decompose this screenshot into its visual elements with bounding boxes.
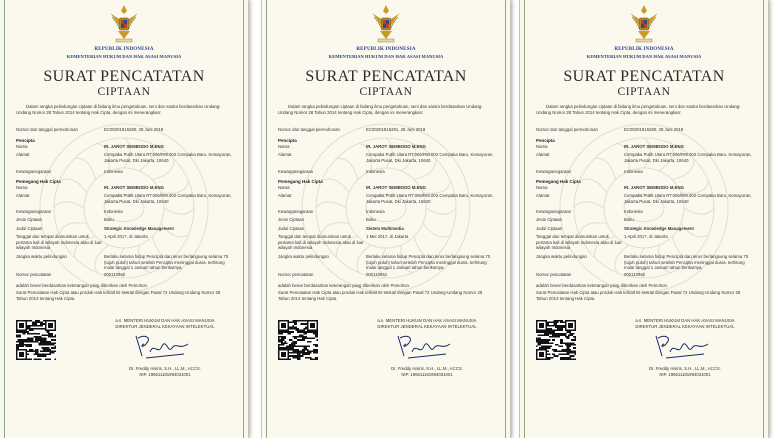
value-nomor-tanggal: EC00201816280, 28 Juni 2018 <box>104 127 164 132</box>
header-ministry: KEMENTERIAN HUKUM DAN HAK ASASI MANUSIA <box>586 54 702 59</box>
document-subtitle: CIPTAAN <box>359 86 413 98</box>
value-alamat: Cempaka Putih Utara RT.006/RW.002 Cempaka Baru, Kemayoran, Jakarta Pusat, Dki Jakarta, 10640 <box>624 152 752 163</box>
section-pencipta: Pencipta <box>278 138 297 143</box>
document-title: SURAT PENCATATAN <box>305 68 467 85</box>
signatory-name: Dr. Freddy Harris, S.H., LL.M., ACCS. <box>391 366 463 371</box>
label-nama-pemegang: Nama <box>16 185 28 190</box>
label-nama-pemegang: Nama <box>278 185 290 190</box>
signatory-nip: NIP. 196611181994031001 <box>659 372 711 377</box>
value-alamat-pemegang: Cempaka Putih Utara RT.006/RW.002 Cempaka Baru, Kemayoran, Jakarta Pusat, Dki Jakarta, 10640 <box>104 193 232 204</box>
section-pemegang: Pemegang Hak Cipta <box>278 179 323 184</box>
value-alamat-pemegang: Cempaka Putih Utara RT.006/RW.002 Cempaka Baru, Kemayoran, Jakarta Pusat, Dki Jakarta, 10640 <box>624 193 752 204</box>
document-subtitle: CIPTAAN <box>97 86 151 98</box>
label-kewarganegaraan: Kewarganegaraan <box>278 169 314 174</box>
label-tanggal-umum: Tanggal dan tempat diumumkan untuk pertama kali di wilayah Indonesia atau di luar wilayah Indonesia <box>16 234 102 251</box>
value-nomor-tanggal: EC00201816281, 28 Juni 2018 <box>366 127 426 132</box>
qr-code <box>278 320 318 360</box>
section-pemegang: Pemegang Hak Cipta <box>536 179 581 184</box>
section-pemegang: Pemegang Hak Cipta <box>16 179 61 184</box>
label-alamat: Alamat <box>536 152 550 157</box>
label-kewarganegaraan-pemegang: Kewarganegaraan <box>16 209 52 214</box>
value-jenis: Buku <box>104 217 114 222</box>
intro-paragraph: Dalam rangka pelindungan ciptaan di bidang ilmu pengetahuan, seni dan sastra berdasarkan Undang-Undang Nomor 28 Tahun 2014 tentang Hak Cipta, dengan ini menerangkan: <box>536 104 741 115</box>
header-ministry: KEMENTERIAN HUKUM DAN HAK ASASI MANUSIA <box>66 54 182 59</box>
value-nomor-pencatatan: 000110941 <box>366 272 388 277</box>
label-jangka: Jangka waktu pelindungan <box>536 254 587 259</box>
label-judul: Judul Ciptaan <box>16 226 43 231</box>
label-alamat-pemegang: Alamat <box>278 193 292 198</box>
value-tanggal-umum: 1 Mei 2017, di Jakarta <box>366 234 409 239</box>
intro-paragraph: Dalam rangka pelindungan ciptaan di bidang ilmu pengetahuan, seni dan sastra berdasarkan Undang-Undang Nomor 28 Tahun 2014 tentang Hak Cipta, dengan ini menerangkan: <box>278 104 483 115</box>
label-nomor-tanggal: Nomor dan tanggal permohonan <box>16 127 78 132</box>
label-jenis: Jenis Ciptaan <box>536 217 563 222</box>
document-title: SURAT PENCATATAN <box>563 68 725 85</box>
label-nomor-pencatatan: Nomor pencatatan <box>536 272 572 277</box>
certificate-page <box>0 0 248 438</box>
value-judul: Sistem Multimedia <box>366 226 404 231</box>
document-title: SURAT PENCATATAN <box>43 68 205 85</box>
value-kewarganegaraan: Indonesia <box>624 169 643 174</box>
value-nama-pemegang: IR. JAROT SEMBODO M.ENG <box>104 185 164 190</box>
value-kewarganegaraan: Indonesia <box>366 169 385 174</box>
value-kewarganegaraan-pemegang: Indonesia <box>104 209 123 214</box>
garuda-emblem-icon <box>108 3 140 45</box>
certificate-page <box>520 0 768 438</box>
value-alamat: Cempaka Putih Utara RT.006/RW.002 Cempaka Baru, Kemayoran, Jakarta Pusat, Dki Jakarta, 10640 <box>366 152 494 163</box>
value-judul: Strategic Knowledge Management <box>104 226 174 231</box>
qr-code <box>16 320 56 360</box>
footer-line-1: adalah benar berdasarkan keterangan yang diberikan oleh Pemohon. <box>536 283 669 288</box>
label-kewarganegaraan-pemegang: Kewarganegaraan <box>278 209 314 214</box>
value-alamat-pemegang: Cempaka Putih Utara RT.006/RW.002 Cempaka Baru, Kemayoran, Jakarta Pusat, Dki Jakarta, 10640 <box>366 193 494 204</box>
footer-line-2: Surat Pencatatan Hak Cipta atau produk Hak terkait ini sesuai dengan Pasal 72 Undang-Undang Nomor 28 Tahun 2014 tentang Hak Cipta. <box>536 290 741 301</box>
value-jenis: Buku <box>624 217 634 222</box>
label-nomor-tanggal: Nomor dan tanggal permohonan <box>278 127 340 132</box>
value-jenis: Buku <box>366 217 376 222</box>
label-jenis: Jenis Ciptaan <box>278 217 305 222</box>
label-alamat: Alamat <box>278 152 292 157</box>
certificate-page <box>262 0 510 438</box>
label-alamat: Alamat <box>16 152 30 157</box>
label-nama: Nama <box>278 144 290 149</box>
signatory-nip: NIP. 196611181994031001 <box>401 372 453 377</box>
value-kewarganegaraan-pemegang: Indonesia <box>624 209 643 214</box>
document-subtitle: CIPTAAN <box>617 86 671 98</box>
value-alamat: Cempaka Putih Utara RT.006/RW.002 Cempaka Baru, Kemayoran, Jakarta Pusat, Dki Jakarta, 10640 <box>104 152 232 163</box>
value-jangka: Berlaku selama hidup Pencipta dan terus berlangsung selama 70 (tujuh puluh) tahun setelah Pencipta meninggal dunia, terhitung mulai tanggal 1 Januari tahun berikutnya. <box>104 254 229 271</box>
label-nama: Nama <box>536 144 548 149</box>
signatory-nip: NIP. 196611181994031001 <box>139 372 191 377</box>
value-nama: IR. JAROT SEMBODO M.ENG <box>104 144 164 149</box>
signatory-line-2: DIREKTUR JENDERAL KEKAYAAN INTELEKTUAL <box>115 324 215 329</box>
label-tanggal-umum: Tanggal dan tempat diumumkan untuk pertama kali di wilayah Indonesia atau di luar wilayah Indonesia <box>536 234 622 251</box>
qr-code <box>536 320 576 360</box>
value-nama: IR. JAROT SEMBODO M.ENG <box>366 144 426 149</box>
handwritten-signature <box>132 330 192 362</box>
value-nomor-pencatatan: 000110940 <box>624 272 646 277</box>
signatory-line-2: DIREKTUR JENDERAL KEKAYAAN INTELEKTUAL <box>377 324 477 329</box>
value-nama: IR. JAROT SEMBODO M.ENG <box>624 144 684 149</box>
value-nomor-pencatatan: 000110940 <box>104 272 126 277</box>
footer-line-2: Surat Pencatatan Hak Cipta atau produk Hak terkait ini sesuai dengan Pasal 72 Undang-Undang Nomor 28 Tahun 2014 tentang Hak Cipta. <box>278 290 483 301</box>
signatory-line-2: DIREKTUR JENDERAL KEKAYAAN INTELEKTUAL <box>635 324 735 329</box>
label-tanggal-umum: Tanggal dan tempat diumumkan untuk pertama kali di wilayah Indonesia atau di luar wilayah Indonesia <box>278 234 364 251</box>
value-kewarganegaraan: Indonesia <box>104 169 123 174</box>
value-nama-pemegang: IR. JAROT SEMBODO M.ENG <box>624 185 684 190</box>
label-jenis: Jenis Ciptaan <box>16 217 43 222</box>
label-judul: Judul Ciptaan <box>278 226 305 231</box>
value-nama-pemegang: IR. JAROT SEMBODO M.ENG <box>366 185 426 190</box>
value-jangka: Berlaku selama hidup Pencipta dan terus berlangsung selama 70 (tujuh puluh) tahun setelah Pencipta meninggal dunia, terhitung mulai tanggal 1 Januari tahun berikutnya. <box>366 254 491 271</box>
intro-paragraph: Dalam rangka pelindungan ciptaan di bidang ilmu pengetahuan, seni dan sastra berdasarkan Undang-Undang Nomor 28 Tahun 2014 tentang Hak Cipta, dengan ini menerangkan: <box>16 104 221 115</box>
footer-line-1: adalah benar berdasarkan keterangan yang diberikan oleh Pemohon. <box>16 283 149 288</box>
value-jangka: Berlaku selama hidup Pencipta dan terus berlangsung selama 70 (tujuh puluh) tahun setelah Pencipta meninggal dunia, terhitung mulai tanggal 1 Januari tahun berikutnya. <box>624 254 749 271</box>
handwritten-signature <box>652 330 712 362</box>
header-ministry: KEMENTERIAN HUKUM DAN HAK ASASI MANUSIA <box>328 54 444 59</box>
value-tanggal-umum: 1 April 2017, di Jakarta <box>624 234 668 239</box>
value-judul: Strategic Knowledge Management <box>624 226 694 231</box>
section-pencipta: Pencipta <box>16 138 35 143</box>
label-kewarganegaraan: Kewarganegaraan <box>16 169 52 174</box>
label-nama-pemegang: Nama <box>536 185 548 190</box>
value-tanggal-umum: 1 April 2017, di Jakarta <box>104 234 148 239</box>
signatory-line-1: a.n. MENTERI HUKUM DAN HAK ASASI MANUSIA <box>115 318 215 323</box>
handwritten-signature <box>394 330 454 362</box>
label-nama: Nama <box>16 144 28 149</box>
label-judul: Judul Ciptaan <box>536 226 563 231</box>
label-kewarganegaraan-pemegang: Kewarganegaraan <box>536 209 572 214</box>
signatory-name: Dr. Freddy Harris, S.H., LL.M., ACCS. <box>649 366 721 371</box>
label-alamat-pemegang: Alamat <box>16 193 30 198</box>
signatory-line-1: a.n. MENTERI HUKUM DAN HAK ASASI MANUSIA <box>377 318 477 323</box>
garuda-emblem-icon <box>370 3 402 45</box>
header-country: REPUBLIK INDONESIA <box>94 47 154 52</box>
label-jangka: Jangka waktu pelindungan <box>278 254 329 259</box>
label-nomor-pencatatan: Nomor pencatatan <box>16 272 52 277</box>
label-jangka: Jangka waktu pelindungan <box>16 254 67 259</box>
value-kewarganegaraan-pemegang: Indonesia <box>366 209 385 214</box>
label-nomor-tanggal: Nomor dan tanggal permohonan <box>536 127 598 132</box>
label-kewarganegaraan: Kewarganegaraan <box>536 169 572 174</box>
label-alamat-pemegang: Alamat <box>536 193 550 198</box>
signatory-line-1: a.n. MENTERI HUKUM DAN HAK ASASI MANUSIA <box>635 318 735 323</box>
footer-line-1: adalah benar berdasarkan keterangan yang diberikan oleh Pemohon. <box>278 283 411 288</box>
garuda-emblem-icon <box>628 3 660 45</box>
value-nomor-tanggal: EC00201816280, 28 Juni 2018 <box>624 127 684 132</box>
footer-line-2: Surat Pencatatan Hak Cipta atau produk Hak terkait ini sesuai dengan Pasal 72 Undang-Undang Nomor 28 Tahun 2014 tentang Hak Cipta. <box>16 290 221 301</box>
header-country: REPUBLIK INDONESIA <box>356 47 416 52</box>
section-pencipta: Pencipta <box>536 138 555 143</box>
label-nomor-pencatatan: Nomor pencatatan <box>278 272 314 277</box>
header-country: REPUBLIK INDONESIA <box>614 47 674 52</box>
signatory-name: Dr. Freddy Harris, S.H., LL.M., ACCS. <box>129 366 201 371</box>
